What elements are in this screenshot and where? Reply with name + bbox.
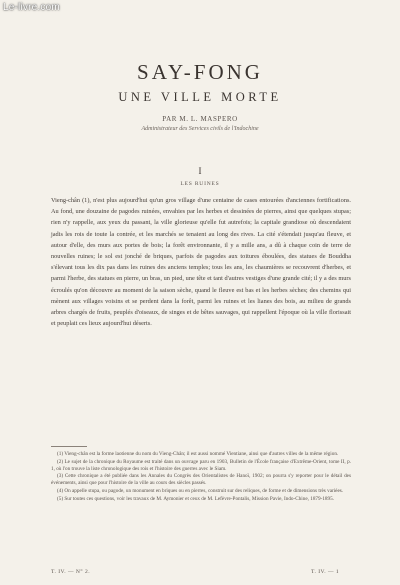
footnote: (2) Le sujet de la chronique du Royaume est traité dans un ouvrage paru en 1903, Bulletin de l'École française d'Extrême-Orient, tome II, p. 1, où l'on trouve la liste chronologique des rois et l'histoire des guerres avec le Siam. bbox=[51, 458, 351, 472]
footnote-divider bbox=[51, 446, 87, 447]
article-title: SAY-FONG bbox=[137, 60, 263, 84]
footnote: (3) Cette chronique a été publiée dans les Annales du Congrès des Orientalistes de Hanoï, 1902; on pourra s'y reporter pour le détail des événements, ainsi que pour l'histoire de la ville au cours des siècles passés. bbox=[51, 473, 351, 487]
watermark-logo: Le-livre.com bbox=[3, 2, 60, 13]
author-affiliation: Administrateur des Services civils de l'Indochine bbox=[141, 126, 259, 132]
footnote: (1) Vieng-chân est la forme laotienne du nom du Vieng-Chân; il est aussi nommé Vientiane, ainsi que d'autres villes de la même région. bbox=[57, 451, 339, 457]
section-heading: LES RUINES bbox=[180, 181, 220, 187]
article-author: PAR M. L. MASPERO bbox=[162, 115, 238, 123]
footnote: (5) Sur toutes ces questions, voir les travaux de M. Aymonier et ceux de M. Lefèvre-Pontalis, Mission Pavie, Indo-Chine, 1879-1895. bbox=[57, 495, 335, 502]
article-subtitle: UNE VILLE MORTE bbox=[118, 90, 282, 104]
section-number: I bbox=[198, 166, 202, 176]
footnotes bbox=[51, 451, 351, 503]
page-signature-left: T. IV. — N° 2. bbox=[51, 569, 91, 575]
body-text: Vieng-chân (1), n'est plus aujourd'hui qu'un gros village d'une centaine de cases entourées d'anciennes fortifications. Au fond, une douzaine de pagodes ruinées, envahies par les herbes et dessinées de pierres, ainsi que quelques stupas; rien n'y rappelle, aux yeux du passant, la ville glorieuse qu'elle fut autrefois; la capitale grandiose où descendaient jadis les rois de toute la contrée, et les marchés se tenaient au long des rives. La cité s'étendait jusqu'au fleuve, et autour d'elle, des murs aux portes de bois; la forêt environnante, il y a mille ans, a dû à chaque coin de terre de nouvelles ruines; le sol est jonché de briques, parfois de pagodes aux toitures éboulées, des statues de Bouddha s'élevant tous les dix pas dans les ruines des anciens temples; tous les ans, les chaumières se recouvrent d'herbes, et parmi l'herbe, des statues en pierre, un bras, un pied, une tête et tant d'autres vestiges d'une grande cité; il y a des murs écroulés qu'on découvre au moment de la saison sèche, quand le fleuve est bas et les herbes sèches; des chemins qui mènent aux villages voisins et se perdent dans la forêt, parmi les ruines et les lianes des bois, au milieu de grands arbres chargés de fruits, peuplés d'oiseaux, de singes et de bêtes sauvages, qui rappellent l'époque où la ville florissait et peuplait ces lieux aujourd'hui déserts. bbox=[51, 197, 351, 328]
footnote: (4) On appelle stupa, ou pagode, un monument en briques ou en pierres, construit sur des reliques, de forme et de dimensions très variées. bbox=[57, 487, 344, 494]
page-signature-right: T. IV. — 1 bbox=[311, 569, 340, 575]
